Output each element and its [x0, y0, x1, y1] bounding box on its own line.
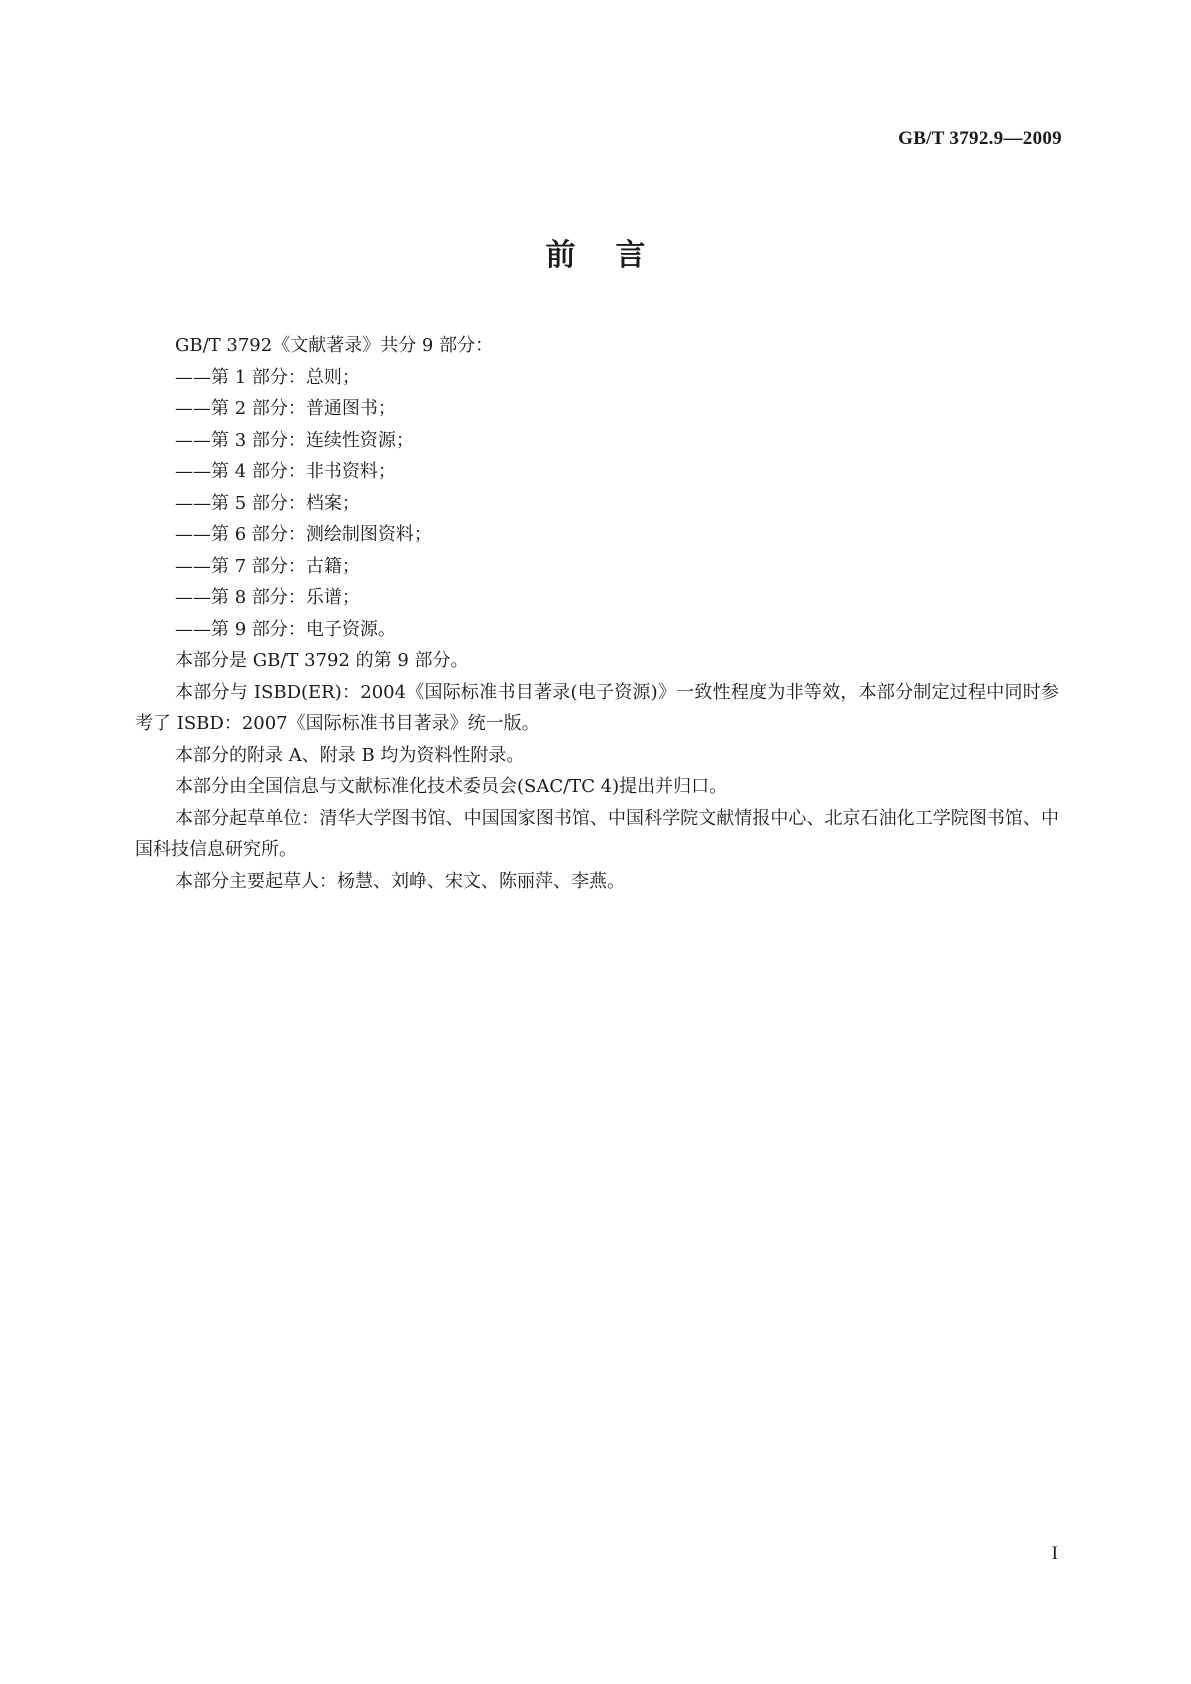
- part-list-item: ——第 5 部分：档案；: [175, 492, 360, 514]
- standard-number: GB/T 3792.9—2009: [898, 128, 1062, 149]
- page-number: I: [1051, 1543, 1058, 1564]
- part-list-item: ——第 9 部分：电子资源。: [175, 618, 396, 640]
- body-paragraph: 本部分与 ISBD(ER)：2004《国际标准书目著录(电子资源)》一致性程度为非等效，本部分制定过程中同时参考了 ISBD：2007《国际标准书目著录》统一版。: [135, 681, 1059, 734]
- body-paragraph: 本部分由全国信息与文献标准化技术委员会(SAC/TC 4)提出并归口。: [175, 776, 728, 797]
- part-list-item: ——第 6 部分：测绘制图资料；: [175, 524, 432, 545]
- body-paragraph: 本部分主要起草人：杨慧、刘峥、宋文、陈丽萍、李燕。: [175, 870, 625, 892]
- part-list-item: ——第 3 部分：连续性资源；: [175, 429, 414, 451]
- body-paragraph: 本部分的附录 A、附录 B 均为资料性附录。: [175, 744, 525, 766]
- page-title: 前言: [545, 238, 686, 273]
- body-paragraph: 本部分起草单位：清华大学图书馆、中国国家图书馆、中国科学院文献情报中心、北京石油化工学院图书馆、中国科技信息研究所。: [135, 807, 1059, 860]
- part-list-item: ——第 2 部分：普通图书；: [175, 398, 396, 419]
- part-list-item: ——第 8 部分：乐谱；: [175, 587, 360, 608]
- part-list-item: ——第 1 部分：总则；: [175, 366, 360, 388]
- part-list-item: ——第 4 部分：非书资料；: [175, 461, 396, 482]
- part-list-item: ——第 7 部分：古籍；: [175, 555, 360, 577]
- intro-paragraph: GB/T 3792《文献著录》共分 9 部分：: [175, 335, 494, 356]
- body-paragraph: 本部分是 GB/T 3792 的第 9 部分。: [175, 650, 469, 671]
- foreword-body: [135, 330, 1059, 897]
